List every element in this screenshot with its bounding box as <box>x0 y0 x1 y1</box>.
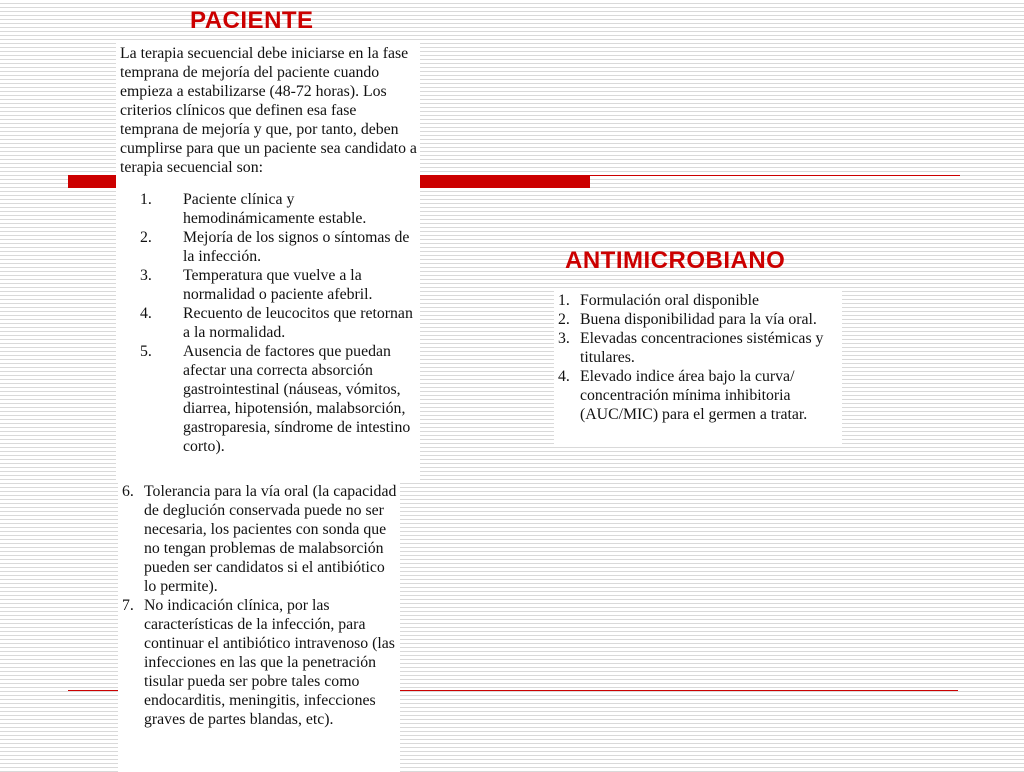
list-item-number: 7. <box>122 597 134 614</box>
paciente-intro-text: La terapia secuencial debe iniciarse en la fase temprana de mejoría del paciente cuando empieza a estabilizarse (48-72 horas). Los criterios clínicos que definen esa fase temprana de mejoría y que, por tanto, deben cumplirse para que un paciente sea candidato a terapia secuencial son: <box>120 45 417 176</box>
red-accent-bar-left <box>68 175 120 188</box>
list-item-text: Ausencia de factores que puedan afectar una correcta absorción gastrointestinal (náuseas, vómitos, diarrea, hipotensión, malabsorción, gastroparesia, síndrome de intestino corto). <box>183 343 411 455</box>
antimicrobiano-criteria-list <box>558 291 842 424</box>
list-item-text: Mejoría de los signos o síntomas de la infección. <box>183 229 410 265</box>
list-item <box>122 482 400 596</box>
list-item-number: 4. <box>140 305 152 322</box>
list-item-text: Buena disponibilidad para la vía oral. <box>580 311 817 328</box>
list-item-text: Temperatura que vuelve a la normalidad o paciente afebril. <box>183 267 373 303</box>
list-item-text: Paciente clínica y hemodinámicamente estable. <box>183 191 367 227</box>
list-item-text: Tolerancia para la vía oral (la capacidad de deglución conservada puede no ser necesaria, los pacientes con sonda que no tengan problemas de malabsorción pueden ser candidatos si el antibiótico lo permite). <box>144 483 397 595</box>
list-item-number: 5. <box>140 343 152 360</box>
paciente-criteria-list-part1 <box>120 190 420 456</box>
list-item-text: Elevado indice área bajo la curva/ concentración mínima inhibitoria (AUC/MIC) para el germen a tratar. <box>580 368 808 423</box>
list-item-number: 4. <box>558 368 570 385</box>
list-item <box>558 329 842 367</box>
list-item-number: 3. <box>140 267 152 284</box>
list-item-number: 1. <box>558 292 570 309</box>
list-item-text: No indicación clínica, por las características de la infección, para continuar el antibiótico intravenoso (las infecciones en las que la penetración tisular pueda ser pobre tales como endocarditis, meningitis, infecciones graves de partes blandas, etc). <box>144 597 395 728</box>
list-item-text: Recuento de leucocitos que retornan a la normalidad. <box>183 305 413 341</box>
antimicrobiano-heading: ANTIMICROBIANO <box>565 247 786 274</box>
list-item <box>120 190 420 228</box>
antimicrobiano-criteria-box <box>554 290 842 446</box>
list-item <box>122 596 400 729</box>
list-item <box>120 228 420 266</box>
paciente-criteria-box-continued <box>118 478 400 772</box>
list-item-number: 2. <box>140 229 152 246</box>
list-item <box>558 291 842 310</box>
list-item-number: 6. <box>122 483 134 500</box>
list-item-text: Elevadas concentraciones sistémicas y titulares. <box>580 330 824 366</box>
list-item <box>120 304 420 342</box>
list-item-number: 3. <box>558 330 570 347</box>
list-item <box>120 266 420 304</box>
list-item-number: 1. <box>140 191 152 208</box>
list-item <box>120 342 420 456</box>
list-item-number: 2. <box>558 311 570 328</box>
list-item <box>558 310 842 329</box>
paciente-criteria-box <box>116 42 420 480</box>
list-item-text: Formulación oral disponible <box>580 292 760 309</box>
list-item <box>558 367 842 424</box>
paciente-criteria-list-part2 <box>122 482 400 729</box>
red-accent-bar-right <box>416 175 590 188</box>
paciente-heading: PACIENTE <box>190 7 314 34</box>
accent-rule-top <box>590 175 960 176</box>
